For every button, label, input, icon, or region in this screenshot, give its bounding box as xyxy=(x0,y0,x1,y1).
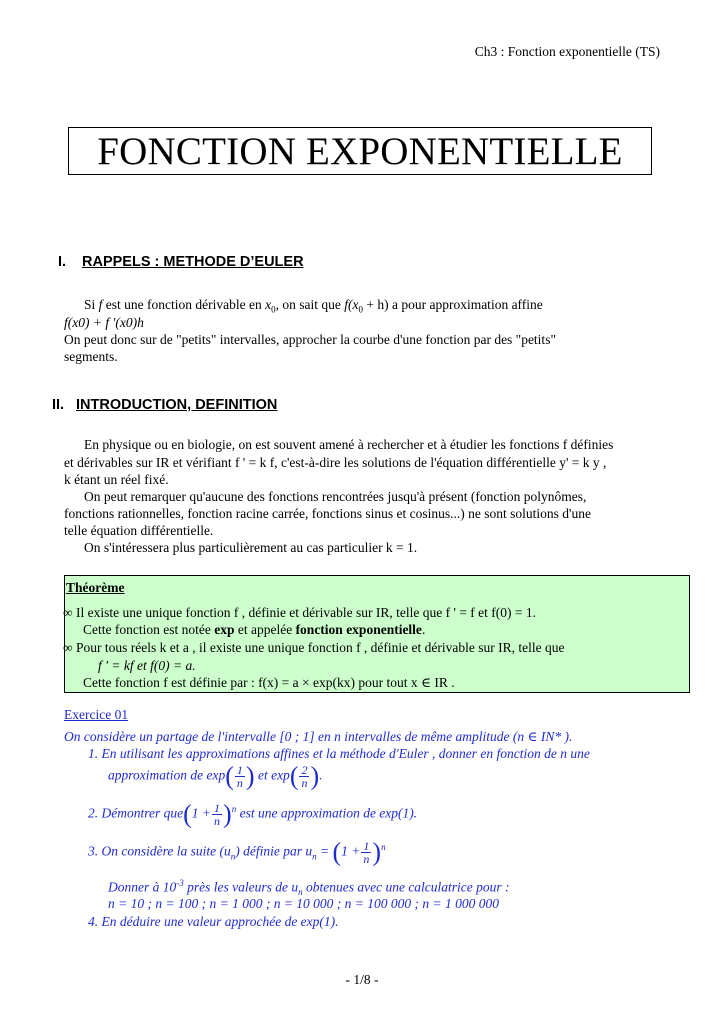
title-box xyxy=(68,127,652,175)
question-1-line-2: approximation de exp( $\frac{1}{n}$ ) et exp( $\frac{2}{n}$ ). xyxy=(108,761,323,791)
fraction: $\frac{1}{n}$ xyxy=(363,839,370,866)
question-3-values: n = 10 ; n = 100 ; n = 1 000 ; n = 10 000 ; n = 100 000 ; n = 1 000 000 xyxy=(108,896,500,911)
theorem-bullet: ∞ Pour tous réels k et a , il existe une unique fonction f , définie et dérivable sur IR, telle que xyxy=(63,640,565,655)
fraction: $\frac{2}{n}$ xyxy=(301,763,308,790)
paragraph-line: telle équation différentielle. xyxy=(64,523,214,538)
question-1: 1. En utilisant les approximations affines et la méthode d'Euler , donner en fonction de n une xyxy=(88,746,590,761)
page-title: FONCTION EXPONENTIELLE xyxy=(97,129,623,173)
theorem-bullet: ∞ Il existe une unique fonction f , définie et dérivable sur IR, telle que f ' = f et f(0) = 1. xyxy=(63,605,537,620)
section-heading-1 xyxy=(58,254,304,270)
section-number: II. xyxy=(52,397,65,413)
theorem-line: Cette fonction f est définie par : f(x) = a × exp(kx) pour tout x ∈ IR . xyxy=(83,675,455,690)
paragraph-line: Si f est une fonction dérivable en $x_0$, on sait que $f(x_0 + h)$ a pour approximation affine xyxy=(84,297,543,315)
theorem-title: Théorème xyxy=(66,580,125,595)
section-heading-2 xyxy=(52,397,277,413)
paragraph-line: segments. xyxy=(64,349,118,364)
question-4: 4. En déduire une valeur approchée de exp(1). xyxy=(88,914,339,929)
section-number: I. xyxy=(58,254,67,270)
question-2: 2. Démontrer que(1 + $\frac{1}{n}$ )$^n$ est une approximation de exp(1). xyxy=(88,799,418,829)
paragraph-line: On s'intéressera plus particulièrement au cas particulier k = 1. xyxy=(84,540,418,555)
theorem-box xyxy=(64,575,690,693)
question-3-line-2: Donner à $10^{-3}$ près les valeurs de $u_n$ obtenues avec une calculatrice pour : xyxy=(108,878,510,898)
theorem-line: Cette fonction est notée exp et appelée fonction exponentielle. xyxy=(83,622,426,637)
question-3: 3. On considère la suite $(u_n)$ définie par $u_n = (1$ + $\frac{1}{n}$ )$^n$ xyxy=(88,837,386,867)
section-label: INTRODUCTION, DEFINITION xyxy=(76,397,278,413)
fraction: $\frac{1}{n}$ xyxy=(214,801,221,828)
theorem-line: f ' = kf et f(0) = a. xyxy=(98,658,196,673)
paragraph-line: fonctions rationnelles, fonction racine carrée, fonctions sinus et cosinus...) ne sont solutions d'une xyxy=(64,506,591,521)
paragraph-line: k étant un réel fixé. xyxy=(64,472,169,487)
paragraph-line: On peut donc sur de "petits" intervalles, approcher la courbe d'une fonction par des "petits" xyxy=(64,332,556,347)
page-number: - 1/8 - xyxy=(345,972,379,987)
exercise-intro: On considère un partage de l'intervalle [0 ; 1] en n intervalles de même amplitude (n ∈ IN* ). xyxy=(64,729,573,744)
formula-line: f(x0) + f '(x0)h xyxy=(64,315,144,330)
paragraph-line: et dérivables sur IR et vérifiant f ' = k f, c'est-à-dire les solutions de l'équation différentielle y' = k y , xyxy=(64,455,607,470)
running-header: Ch3 : Fonction exponentielle (TS) xyxy=(474,44,660,59)
fraction: $\frac{1}{n}$ xyxy=(236,763,243,790)
paragraph-line: On peut remarquer qu'aucune des fonctions rencontrées jusqu'à présent (fonction polynômes, xyxy=(84,489,587,504)
exercise-title: Exercice 01 xyxy=(64,707,129,722)
section-label: RAPPELS : METHODE D’EULER xyxy=(82,254,304,270)
paragraph-line: En physique ou en biologie, on est souvent amené à rechercher et à étudier les fonctions f définies xyxy=(84,437,614,452)
